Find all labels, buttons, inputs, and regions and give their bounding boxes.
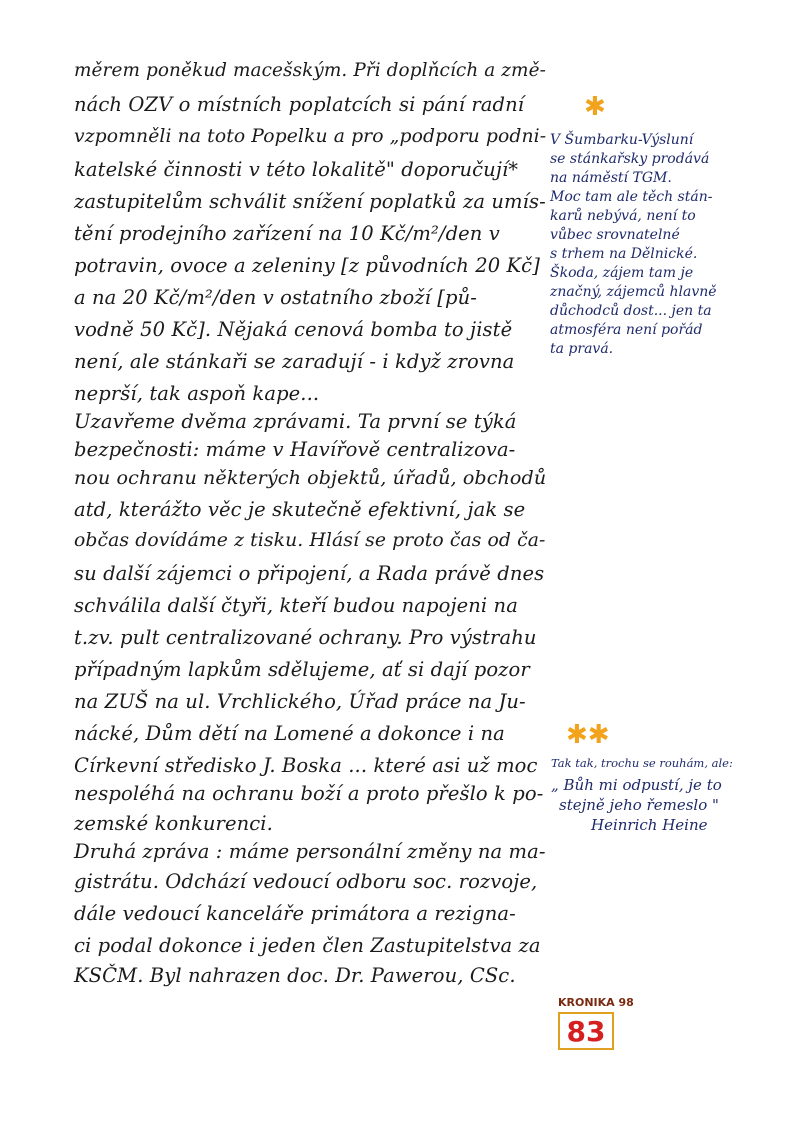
text-line: potravin, ovoce a zeleniny [z původních 20 Kč] bbox=[74, 254, 540, 277]
text-line: katelské činnosti v této lokalitě" doporučují* bbox=[74, 158, 519, 181]
text-line: atd, kterážto věc je skutečně efektivní, jak se bbox=[74, 498, 526, 521]
text-line: neprší, tak aspoň kape... bbox=[74, 382, 320, 405]
text-line: tění prodejního zařízení na 10 Kč/m²/den v bbox=[74, 222, 500, 245]
text-line: Druhá zpráva : máme personální změny na ma- bbox=[74, 840, 546, 863]
margin-note-line: na náměstí TGM. bbox=[550, 170, 672, 186]
margin-note-line: Heinrich Heine bbox=[591, 816, 708, 834]
text-line: Uzavřeme dvěma zprávami. Ta první se týká bbox=[74, 410, 517, 433]
text-line: nou ochranu některých objektů, úřadů, obchodů bbox=[74, 466, 547, 489]
text-line: zastupitelům schválit snížení poplatků za umís- bbox=[74, 190, 546, 213]
margin-note-line: „ Bůh mi odpustí, je to bbox=[551, 776, 722, 794]
footnote-star-icon: ✱ bbox=[584, 92, 606, 122]
margin-note-line: karů nebývá, není to bbox=[550, 208, 696, 224]
margin-note-line: značný, zájemců hlavně bbox=[550, 284, 717, 300]
text-line: t.zv. pult centralizované ochrany. Pro výstrahu bbox=[74, 626, 537, 649]
text-line: vodně 50 Kč]. Nějaká cenová bomba to jistě bbox=[74, 318, 513, 341]
text-line: občas dovídáme z tisku. Hlásí se proto čas od ča- bbox=[74, 530, 546, 551]
margin-note-line: Moc tam ale těch stán- bbox=[550, 189, 713, 205]
margin-note-line: stejně jeho řemeslo " bbox=[559, 796, 719, 814]
margin-note-line: důchodců dost... jen ta bbox=[550, 303, 712, 319]
margin-note-line: ta pravá. bbox=[550, 341, 614, 357]
margin-note-line: s trhem na Dělnické. bbox=[550, 246, 698, 262]
chronicle-label: KRONIKA 98 bbox=[558, 996, 634, 1009]
text-line: případným lapkům sdělujeme, ať si dají pozor bbox=[74, 658, 530, 681]
text-line: bezpečnosti: máme v Havířově centralizova- bbox=[74, 438, 516, 461]
text-line: není, ale stánkaři se zaradují - i když zrovna bbox=[74, 350, 515, 373]
text-line: KSČM. Byl nahrazen doc. Dr. Pawerou, CSc. bbox=[74, 964, 516, 987]
text-line: a na 20 Kč/m²/den v ostatního zboží [pů- bbox=[74, 286, 477, 309]
footnote-double-star-icon: ✱✱ bbox=[566, 720, 610, 750]
text-line: nách OZV o místních poplatcích si pání radní bbox=[74, 93, 525, 116]
text-line: ci podal dokonce i jeden člen Zastupitelstva za bbox=[74, 934, 541, 957]
text-line: schválila další čtyři, kteří budou napojeni na bbox=[74, 594, 518, 617]
page-number: 83 bbox=[558, 1012, 614, 1050]
text-line: zemské konkurenci. bbox=[74, 812, 273, 835]
text-line: nespoléhá na ochranu boží a proto přešlo k po- bbox=[74, 782, 544, 805]
margin-note-line: Tak tak, trochu se rouhám, ale: bbox=[551, 756, 733, 770]
text-line: gistrátu. Odchází vedoucí odboru soc. rozvoje, bbox=[74, 870, 538, 893]
text-line: na ZUŠ na ul. Vrchlického, Úřad práce na Ju- bbox=[74, 690, 526, 713]
margin-note-line: atmosféra není pořád bbox=[550, 322, 703, 338]
text-line: su další zájemci o připojení, a Rada právě dnes bbox=[74, 562, 545, 585]
margin-note-line: vůbec srovnatelné bbox=[550, 227, 680, 243]
text-line: Církevní středisko J. Boska ... které asi už moc bbox=[74, 754, 538, 777]
text-line: nácké, Dům dětí na Lomené a dokonce i na bbox=[74, 722, 505, 745]
text-line: dále vedoucí kanceláře primátora a rezigna- bbox=[74, 902, 516, 925]
margin-note-line: V Šumbarku-Výsluní bbox=[550, 132, 694, 148]
text-line: vzpomněli na toto Popelku a pro „podporu podni- bbox=[74, 126, 547, 147]
text-line: měrem poněkud macešským. Při doplňcích a změ- bbox=[74, 60, 546, 81]
margin-note-line: Škoda, zájem tam je bbox=[550, 265, 694, 281]
margin-note-line: se stánkařsky prodává bbox=[550, 151, 710, 167]
